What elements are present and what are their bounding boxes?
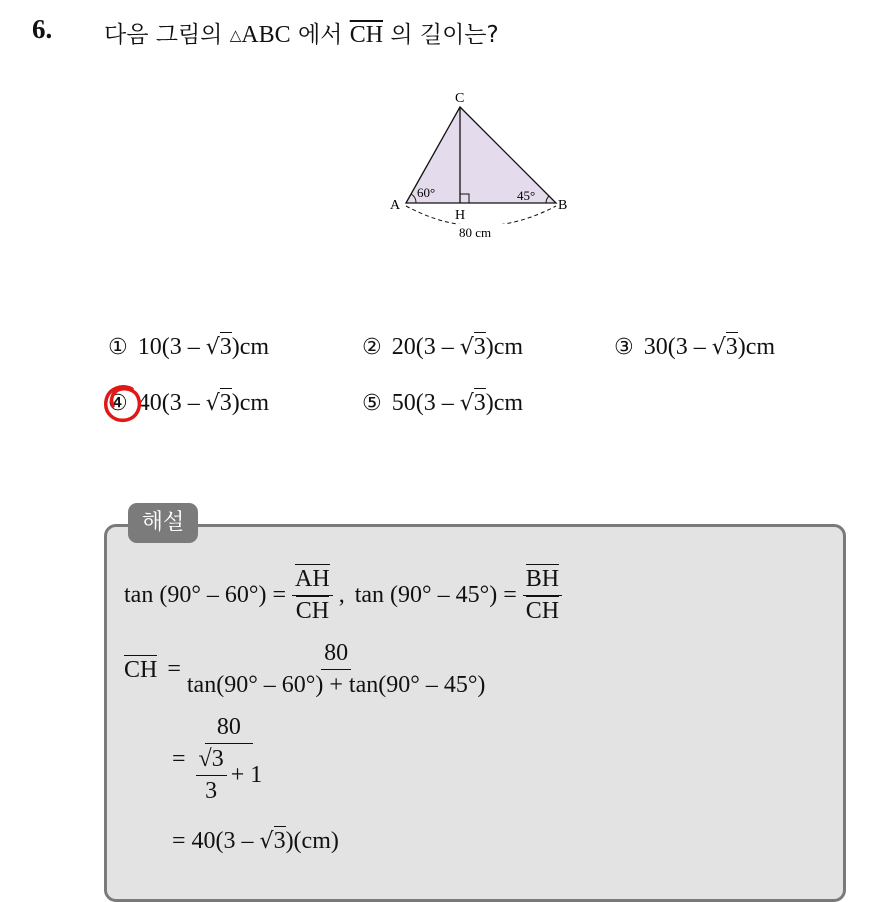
choice-3[interactable]: ③ 30(3 – √3)cm [614,334,776,360]
numerator-80: 80 [321,640,351,670]
choice-3-radicand: 3 [725,334,738,360]
choice-4-tail: )cm [231,390,270,416]
solution-line-2 [124,640,491,699]
comma: , [338,582,345,608]
fraction-80-over-root-sum [196,714,263,805]
choice-5[interactable]: ⑤ 50(3 – √3)cm [362,390,524,416]
label-h: H [455,208,466,223]
choice-3-tail: )cm [737,334,776,360]
label-c: C [455,91,465,106]
fraction-80-over-tan-sum [187,640,486,699]
angle-a-label: 60° [417,185,436,200]
triangle-symbol: △ [229,28,242,44]
base-dashed-arc [406,206,556,226]
final-result-prefix: = 40(3 – [172,828,254,854]
solution-line-4: = 40(3 – √3 )(cm) [172,828,339,854]
choice-3-mark: ③ [614,335,634,360]
numerator-80-b: 80 [205,714,253,744]
angle-b-label: 45° [517,188,536,203]
choice-1-tail: )cm [231,334,270,360]
final-radicand: 3 [273,828,286,854]
choice-5-coef: 50(3 – [391,390,454,416]
answer-circle-mark [102,383,144,425]
tan-60-expression: tan (90° – 60°) = [124,582,287,608]
solution-line-3 [172,714,268,805]
final-result-tail: )(cm) [285,828,339,854]
choice-1-coef: 10(3 – [137,334,200,360]
solution-tag: 해설 [128,503,198,543]
choice-4-radicand: 3 [219,390,232,416]
choice-2-mark: ② [362,335,382,360]
tan-45-expression: tan (90° – 45°) = [354,582,517,608]
choice-1-mark: ① [108,335,128,360]
fraction-ah-ch [292,566,333,625]
segment-bh: BH [525,566,560,592]
choice-2-radicand: 3 [473,334,486,360]
segment-ch-lhs: CH [124,657,158,683]
fraction-bh-ch [523,566,562,625]
triangle-name: ABC [241,22,291,48]
question-text-before: 다음 그림의 [104,22,223,48]
root-3: √3 [196,746,227,776]
segment-ch: $\overline{CH}$ [349,22,384,48]
triangle-figure [380,80,580,250]
question-number: 6. [32,14,53,44]
denominator-tan-sum: tan(90° – 60°) + tan(90° – 45°) [186,672,486,698]
choice-1[interactable]: ① 10(3 – √3)cm [108,334,270,360]
choice-2-coef: 20(3 – [391,334,454,360]
choice-2-tail: )cm [485,334,524,360]
choice-2[interactable]: ② 20(3 – √3)cm [362,334,524,360]
base-length-label: 80 cm [459,225,492,240]
choice-5-tail: )cm [485,390,524,416]
choice-1-radicand: 3 [219,334,232,360]
choice-5-radicand: 3 [473,390,486,416]
choice-4-coef: 40(3 – [137,390,200,416]
choice-4[interactable]: ④ 40(3 – √3)cm [108,390,270,416]
choice-5-mark: ⑤ [362,391,382,416]
segment-ah: AH [295,566,330,592]
choice-3-coef: 30(3 – [643,334,706,360]
equals-sign-2: = [172,746,186,772]
question-text [104,16,499,49]
plus-one: + 1 [230,762,263,788]
denominator-3: 3 [205,778,218,804]
segment-ch-den: CH [295,598,330,624]
choice-4-mark: ④ [108,391,128,416]
label-a: A [390,198,401,213]
solution-line-1 [124,566,568,625]
equals-sign: = [167,656,181,682]
label-b: B [558,198,568,213]
segment-ch-den-2: CH [525,598,560,624]
question-text-after: 의 길이는? [390,22,499,48]
question-text-mid: 에서 [297,22,343,48]
